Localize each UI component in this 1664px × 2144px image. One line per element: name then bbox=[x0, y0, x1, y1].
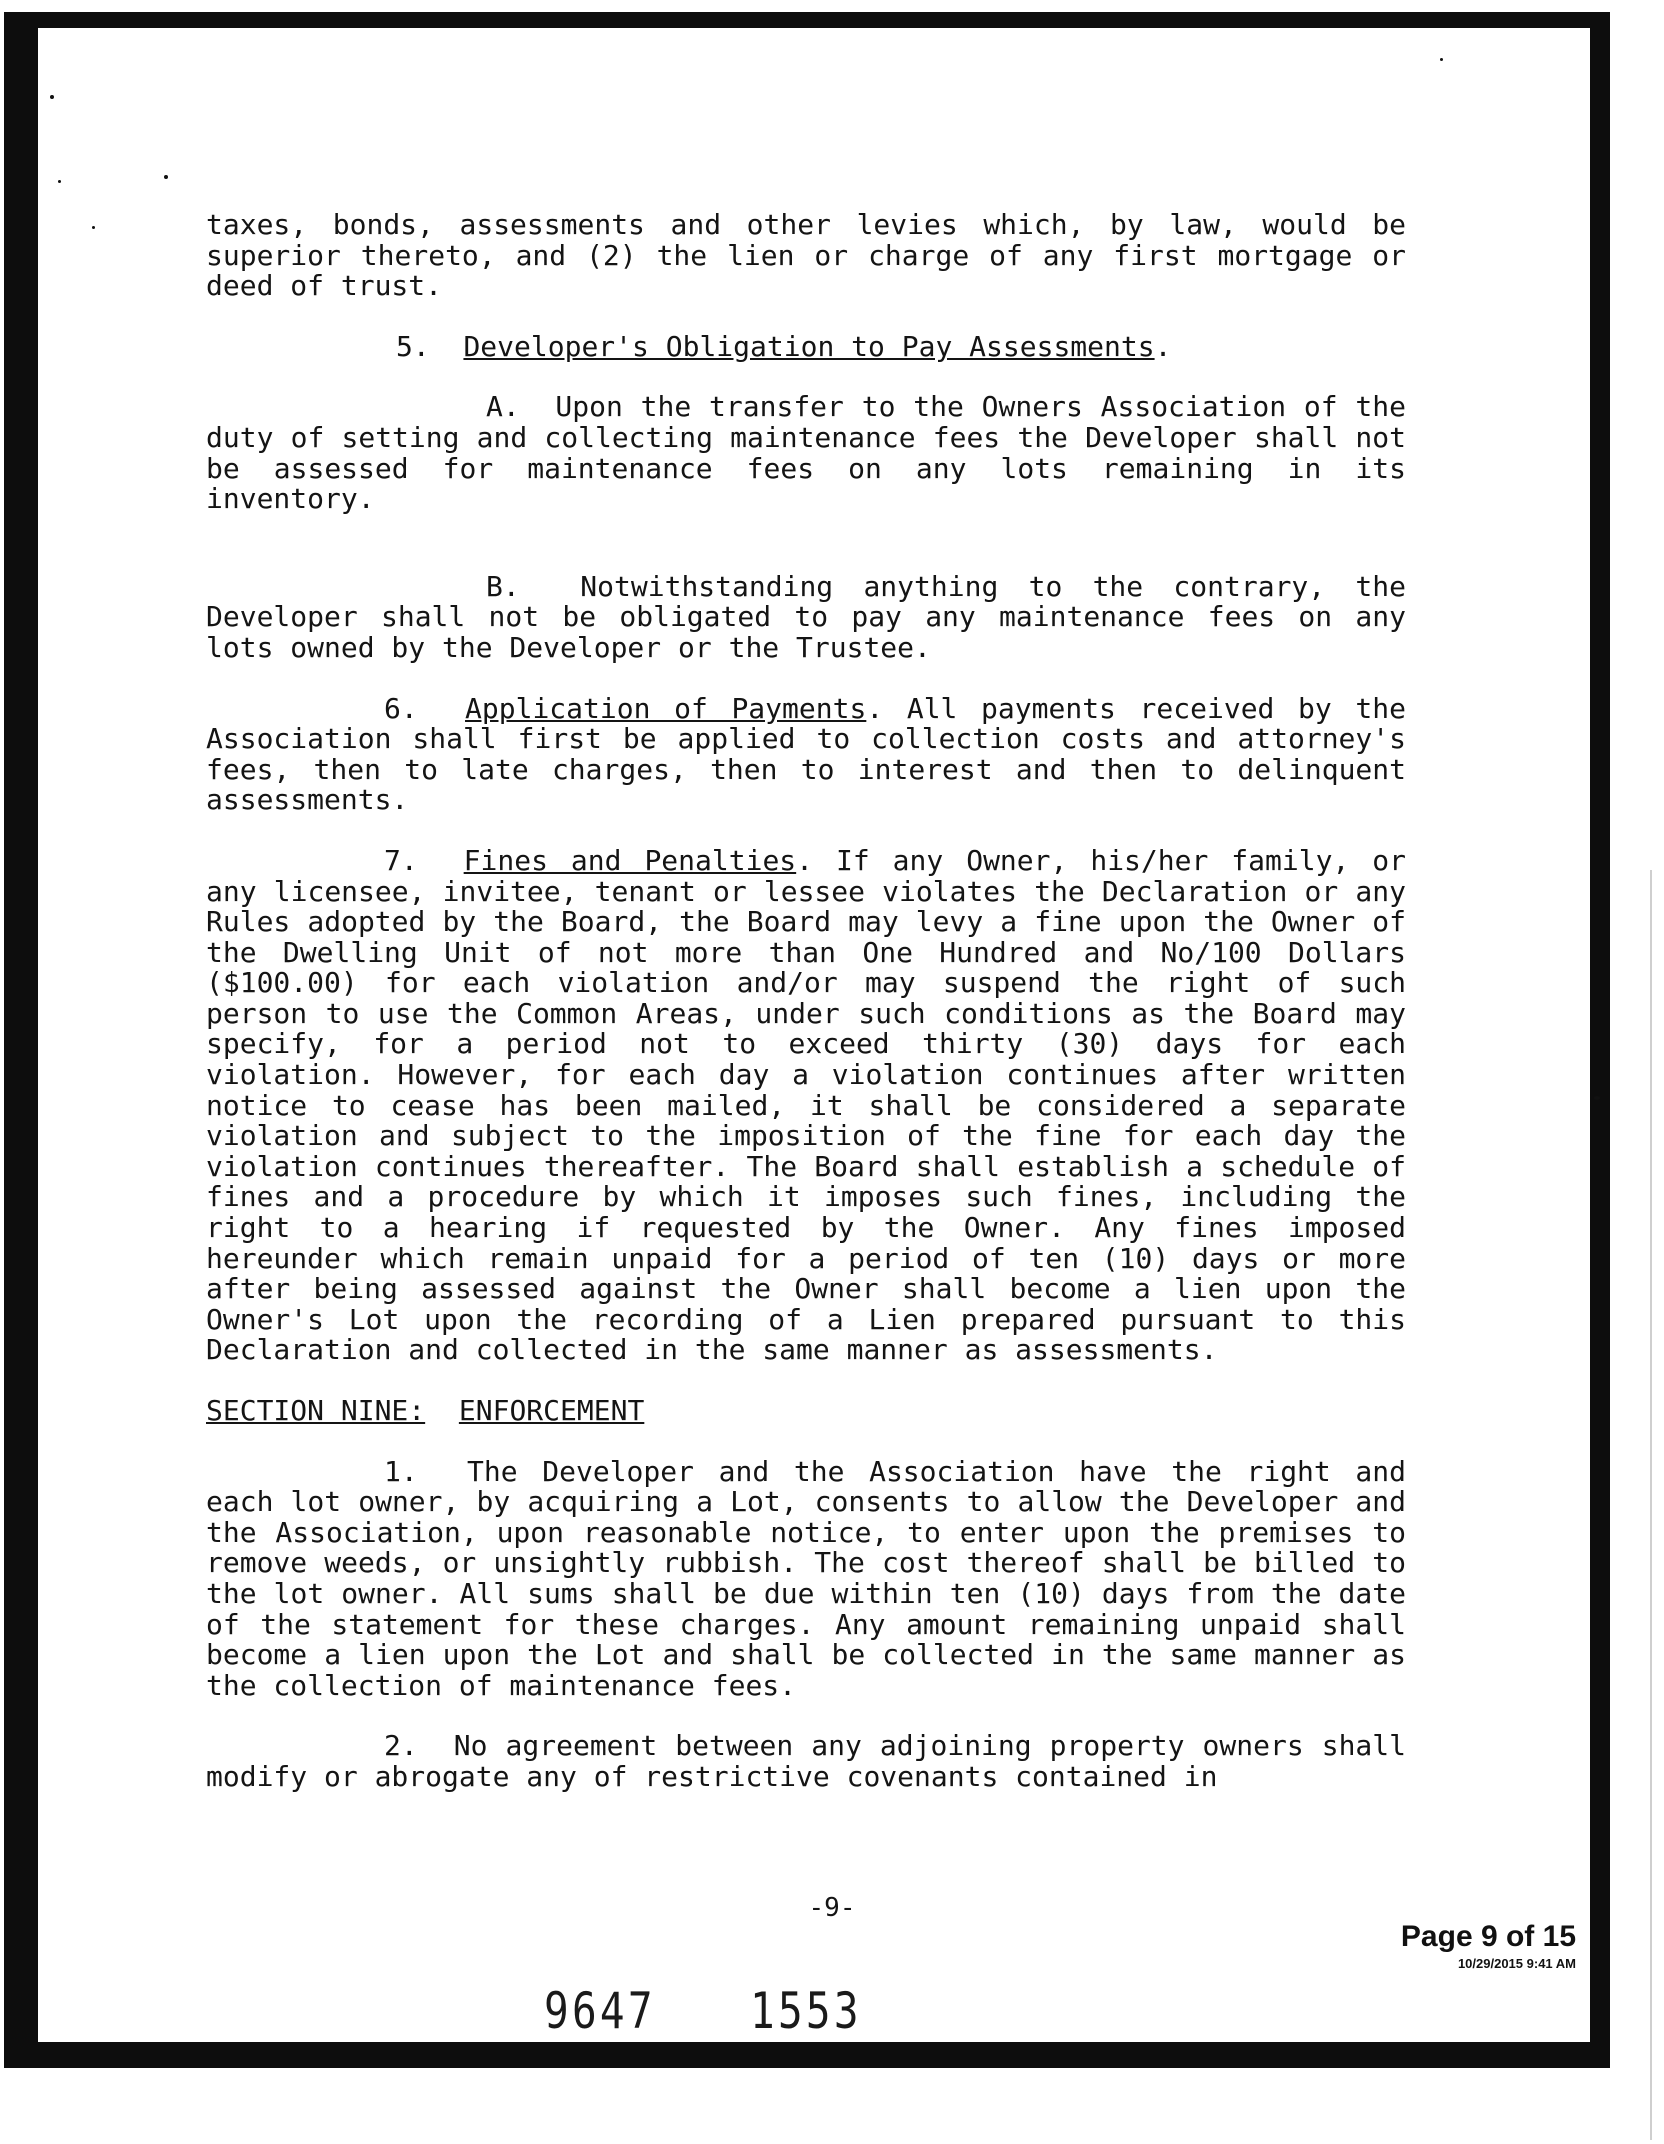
section-7-number: 7. bbox=[384, 843, 418, 877]
section-nine-label: SECTION NINE: bbox=[206, 1394, 426, 1427]
section-5b-paragraph bbox=[206, 569, 1407, 664]
section-7-paragraph bbox=[206, 843, 1406, 1367]
section-5a-paragraph bbox=[206, 392, 1406, 514]
scan-speck bbox=[1594, 1096, 1600, 1100]
page-info bbox=[1401, 1920, 1576, 1971]
section-7-text: . If any Owner, his/her family, or any licensee, invitee, tenant or lessee violates the Declaration or any Rules adopted by the Board, the Board may levy a fine upon the Owner of the Dwelling Unit of not more than One Hundred and No/100 Dollars ($100.00) for each violation and/or may suspend the right of such person to use the Common Areas, under such conditions as the Board may specify, for a period not to exceed thirty (30) days for each violation. However, for each day a violation continues after written notice to cease has been mailed, it shall be considered a separate violation and subject to the imposition of the fine for each day the violation continues thereafter. The Board shall establish a schedule of fines and a procedure by which it imposes such fines, including the right to a hearing if requested by the Owner. Any fines imposed hereunder which remain unpaid for a period of ten (10) days or more after being assessed against the Owner shall become a lien upon the Owner's Lot upon the recording of a Lien prepared pursuant to this Declaration and collected in the same manner as assessments. bbox=[206, 843, 1406, 1367]
document-body bbox=[206, 210, 1406, 1793]
section-nine-heading bbox=[206, 1396, 1406, 1427]
section-6-paragraph bbox=[206, 691, 1406, 817]
scan-edge-line bbox=[1650, 870, 1652, 2140]
section-5a-label: A. bbox=[486, 390, 520, 424]
scan-speck bbox=[92, 226, 95, 229]
section-nine-p1-text: The Developer and the Association have the right and each lot owner, by acquiring a Lot, consents to allow the Developer and the Association, upon reasonable notice, to enter upon the premises to remove weeds, or unsightly rubbish. The cost thereof shall be billed to the lot owner. All sums shall be due within ten (10) days from the date of the statement for these charges. Any amount remaining unpaid shall become a lien upon the Lot and shall be collected in the same manner as the collection of maintenance fees. bbox=[206, 1454, 1406, 1702]
page-stamp: 1553 bbox=[750, 1982, 862, 2040]
section-6-title: Application of Payments bbox=[465, 691, 867, 725]
scan-speck bbox=[58, 180, 61, 183]
section-nine-title: ENFORCEMENT bbox=[458, 1394, 645, 1427]
paragraph-continued: taxes, bonds, assessments and other levies which, by law, would be superior thereto, and (2) the lien or charge of any first mortgage or deed of trust. bbox=[206, 208, 1406, 303]
section-5-heading bbox=[206, 329, 1406, 363]
page-of-label: Page 9 of 15 bbox=[1400, 1920, 1576, 1953]
print-timestamp: 10/29/2015 9:41 AM bbox=[1457, 1956, 1576, 1971]
section-6-number: 6. bbox=[384, 691, 418, 725]
section-5-number: 5. bbox=[396, 329, 430, 363]
section-7-title: Fines and Penalties bbox=[463, 843, 797, 877]
scan-speck bbox=[164, 175, 168, 179]
section-5-title: Developer's Obligation to Pay Assessments bbox=[463, 329, 1155, 363]
scan-speck bbox=[1440, 58, 1443, 61]
page-number: -9- bbox=[808, 1893, 856, 1923]
section-5a-text: Upon the transfer to the Owners Association of the duty of setting and collecting maintenance fees the Developer shall not be assessed for maintenance fees on any lots remaining in its inventory. bbox=[206, 390, 1406, 516]
section-nine-p2-number: 2. bbox=[384, 1729, 418, 1763]
section-5b-label: B. bbox=[486, 569, 520, 603]
section-nine-p1-number: 1. bbox=[384, 1454, 418, 1488]
section-5-title-end: . bbox=[1154, 329, 1172, 363]
book-stamp: 9647 bbox=[544, 1982, 656, 2040]
section-nine-paragraph-2 bbox=[206, 1731, 1406, 1792]
section-6-text: . All payments received by the Association shall first be applied to collection costs and attorney's fees, then to late charges, then to interest and then to delinquent assessments. bbox=[206, 691, 1406, 817]
section-nine-paragraph-1 bbox=[206, 1454, 1406, 1702]
section-5b-text: Notwithstanding anything to the contrary, the Developer shall not be obligated to pay any maintenance fees on any lots owned by the Developer or the Trustee. bbox=[206, 569, 1407, 664]
section-nine-p2-text: No agreement between any adjoining property owners shall modify or abrogate any of restrictive covenants contained in bbox=[206, 1729, 1406, 1793]
scan-speck bbox=[50, 95, 54, 99]
